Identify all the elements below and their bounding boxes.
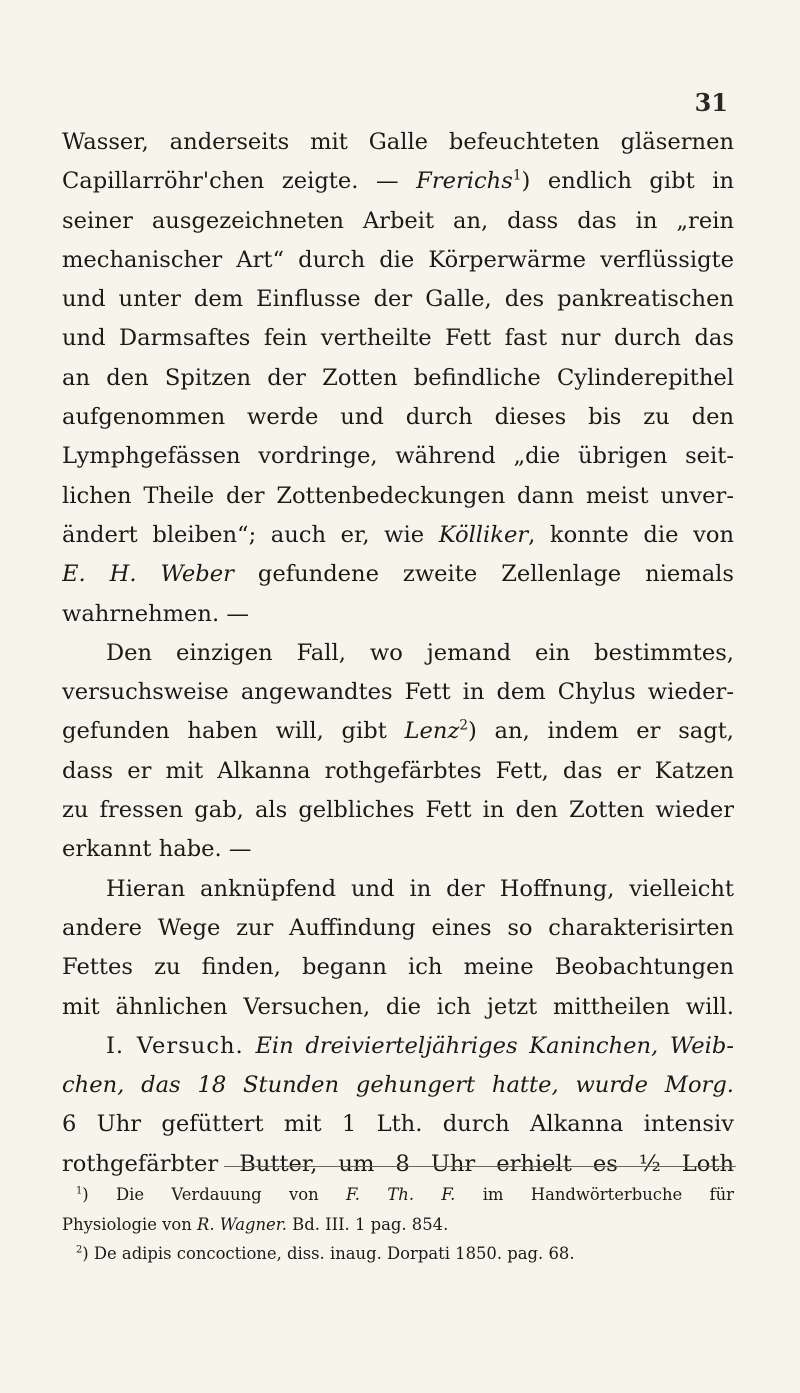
text-line: seiner ausgezeichneten Arbeit an, dass das in „rein [62,207,734,234]
text-line: mechanischer Art“ durch die Körperwärme verflüssigte [62,246,734,273]
text-line: an den Spitzen der Zotten befindliche Cylinderepithel [62,364,734,391]
footnote-2: $^2$) De adipis concoctione, diss. inaug. Dorpati 1850. pag. 68. [76,1244,575,1263]
text-line [62,1027,734,1066]
text-line: wahrnehmen. — [62,600,249,627]
text-line: Lymphgefässen vordringe, während „die übrigen seit- [62,443,734,470]
text-line: Den einzigen Fall, wo jemand ein bestimmtes, [106,639,734,666]
text-line: 6 Uhr gefüttert mit 1 Lth. durch Alkanna intensiv [62,1111,734,1138]
text-line: aufgenommen werde und durch dieses bis zu den [62,404,734,431]
author-frerichs: Frerichs [416,168,513,195]
text-line: und Darmsaftes fein vertheilte Fett fast nur durch das [62,325,734,352]
text-line: chen, das 18 Stunden gehungert hatte, wurde Morg. [62,1072,734,1099]
author-weber: E. H. Weber [62,561,234,588]
text-line: Wasser, anderseits mit Galle befeuchteten gläsernen [62,129,734,155]
text-line: Fettes zu finden, begann ich meine Beobachtungen [62,954,734,981]
text-line: andere Wege zur Auffindung eines so charakterisirten [62,914,734,941]
text-line: rothgefärbter Butter, um 8 Uhr erhielt es ½ Loth [62,1150,734,1177]
footnote-1-continued: Physiologie von R. Wagner. Bd. III. 1 pag. 854. [62,1214,449,1234]
text-line: zu fressen gab, als gelbliches Fett in den Zotten wieder [62,797,734,824]
text-line: lichen Theile der Zottenbedeckungen dann meist unver- [62,482,734,509]
page-number: 31 [694,88,728,117]
text-line: Capillarröhr'chen zeigte. — Frerichs$^1$) endlich gibt in [62,167,734,195]
body-text [62,123,734,1184]
author-lenz: Lenz [404,718,460,745]
text-line: und unter dem Einflusse der Galle, des pankreatischen [62,286,734,313]
versuch-title: Ein dreivierteljähriges Kaninchen, Weib- [255,1032,734,1059]
text-line: erkannt habe. — [62,836,252,863]
footnote-divider [224,1166,736,1167]
text-line: ändert bleiben“; auch er, wie Kölliker, konnte die von [62,521,734,548]
author-koelliker: Kölliker [438,521,529,548]
text-line: Hieran anknüpfend und in der Hoffnung, vielleicht [106,875,734,902]
text-line: mit ähnlichen Versuchen, die ich jetzt mittheilen will. [62,993,734,1020]
text-line: versuchsweise angewandtes Fett in dem Chylus wieder- [62,679,734,706]
text-line: dass er mit Alkanna rothgefärbtes Fett, das er Katzen [62,757,734,784]
versuch-label: I. Versuch. [106,1032,244,1059]
text-line: E. H. Weber gefundene zweite Zellenlage niemals [62,561,734,588]
footnotes [62,1180,734,1269]
text-line: gefunden haben will, gibt Lenz$^2$) an, indem er sagt, [62,717,734,745]
footnote-1: $^1$) Die Verdauung von F. Th. F. im Handwörterbuche für [76,1185,735,1204]
